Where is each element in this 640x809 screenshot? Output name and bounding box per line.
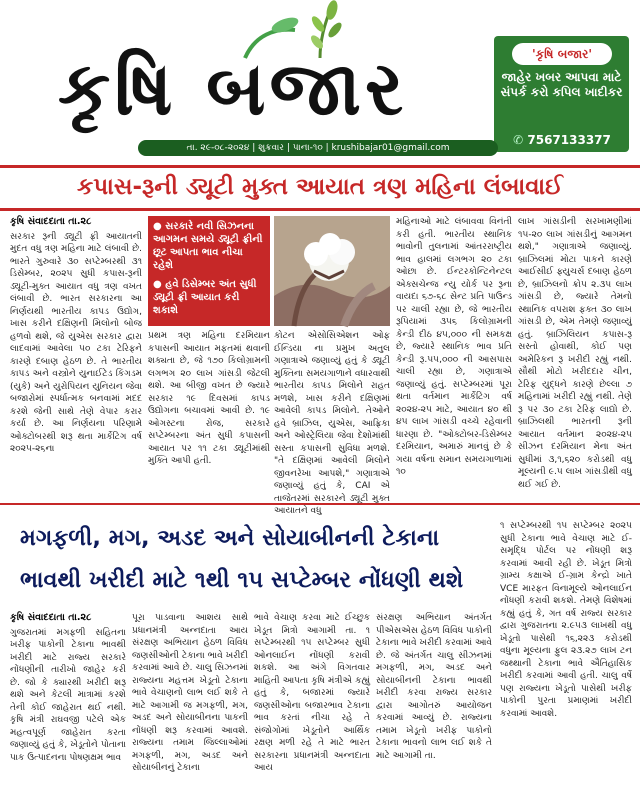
headline-2-line-2: ભાવથી ખરીદી માટે ૧થી ૧૫ સપ્ટેમ્બર નોંધણી થશે — [20, 567, 464, 593]
article1-column-4 — [396, 216, 512, 500]
cotton-boll-image — [274, 216, 390, 326]
ad-phone-number: 7567133377 — [527, 133, 611, 147]
article2-column-2 — [132, 612, 248, 804]
date-bar: તા. ૨૯-૦૮-૨૦૨૪ | શુક્રવાર | પાના-૧૦ | krushibajar01@gmail.com — [138, 140, 498, 156]
masthead — [0, 0, 640, 153]
article1-column-2 — [148, 330, 270, 500]
article1-column-3 — [274, 330, 390, 516]
ad-badge: 'કૃષિ બજાર' — [512, 43, 612, 65]
article2-col1-text: ગુજરાતમાં મગફળી સહિતના ખરીફ પાકોની ટેકાના ભાવથી ખરીદી માટે રાજ્ય સરકારે નોંધણીની તારીખો જાહેર કરી છે. જો કે ક્યારથી ખરીદી શરૂ થશે અને કેટલી માત્રામાં કરશે તેની કોઈ જાહેરાત થઈ નથી. કૃષિ મંત્રી રાઘવજી પટેલે એક મહત્વપૂર્ણ જાહેરાત કરતા જણાવ્યું હતું કે, ખેડૂતોને પોતાના પાક ઉત્પાદનના પોષણક્ષમ ભાવ — [10, 627, 126, 763]
article2-col2-text: પૂરા પાડવાના આશય સાથે પ્રધાનમંત્રી અન્નદાતા આય સંરક્ષણ અભિયાન હેઠળ વિવિધ જણસીઓની ટેકાના ભાવે ખરીદી કરવામાં આવે છે. ચાલુ સિઝનમાં રાજ્યના મહત્તમ ખેડૂતો ટેકાના ભાવે વેચાણનો લાભ લઈ શકે તે માટે આગામી જ મગફળી, મગ, અડદ અને સોયાબીનના પાકની નોંધણી શરૂ કરવામાં આવશે. રાજ્યના તમામ જિલ્લાઓમાં મગફળી, મગ, અડદ અને સોયાબીનનું ટેકાના — [132, 613, 248, 773]
ad-phone-row — [500, 132, 624, 148]
whatsapp-icon: ✆ — [513, 133, 524, 147]
article2-column-4 — [376, 612, 492, 804]
highlight-box — [148, 216, 270, 326]
section-divider — [0, 503, 640, 505]
article1-byline: કૃષિ સંવાદદાતા તા.૨૮ — [10, 216, 92, 227]
article2-byline: કૃષિ સંવાદદાતા તા.૨૮ — [10, 612, 92, 623]
article1-col1-text: સરકાર રૂની ડ્યૂટી ફ્રી આયાતની મુદત વધુ ત્રણ મહિના માટે લંબાવી છે. ભારતે ગુરુવારે ૩૦ સપ્ટેમ્બરથી ૩૧ ડિસેમ્બર, ૨૦૨૫ સુધી કપાસ-રૂની ડ્યૂટી-મુક્ત આયાત વધુ ત્રણ વખત લંબાવી છે. ભારત સરકારના આ નિર્ણયથી ભારતીય કાપડ ઉદ્યોગ, ખાસ કરીને દક્ષિણની મિલોનો બોજ હળવો થશે, જે યુએસ સરકાર દ્વારા લાદવામાં આવેલા ૫૦ ટકા ટેરિફને કારણે દબાણ હેઠળ છે. તે ભારતીય કાપડ અને વસ્ત્રોને યુનાઈટેડ કિંગડમ (યુકે) અને યુરોપિયન યુનિયન જેવા બજારોમાં સ્પર્ધાત્મક બનવામાં મદદ કરશે જેની સાથે તેણે વેપાર કરાર કર્યા છે. આ નિર્ણયના પરિણામે ઓક્ટોબરથી શરૂ થતા માર્કેટિંગ વર્ષ ૨૦૨૫-૨૬ના — [10, 231, 142, 454]
masthead-title: કૃષિ બજાર — [58, 46, 408, 132]
article2-col3-text: ભાવે વેચાણ કરવા માટે ઈચ્છુક ખેડૂત મિત્રો આગામી તા. ૧ સપ્ટેમ્બરથી ૧૫ સપ્ટેમ્બર સુધી ઓનલાઈન નોંધણી કરાવી શકશે. આ અંગે વિગતવાર માહિતી આપતા કૃષિ મંત્રીએ કહ્યું હતું કે, બજારમાં જ્યારે જણસીઓના બજારભાવ ટેકાના ભાવ કરતાં નીચા રહે તે સંજોગોમાં ખેડૂતોને આર્થિક રક્ષણ મળી રહે તે માટે ભારત સરકારના પ્રધાનમંત્રી અન્નદાતા આય — [254, 613, 370, 773]
article1-col3-text: કોટન એસોસિએશન ઓફ ઈન્ડિયા ના પ્રમુખ અતુલ ગણાત્રાએ જણાવ્યું હતું કે ડ્યૂટી મુક્તિના સમયગાળાને વધારવાથી ભારતીય કાપડ મિલોને રાહત મળશે, ખાસ કરીને દક્ષિણમાં આવેલી કાપડ મિલોને. તેઓને હવે બ્રાઝિલ, યુએસ, આફ્રિકા અને ઓસ્ટ્રેલિયા જેવા દેશોમાંથી સસ્તા કપાસની સુવિધા મળશે. "તે દક્ષિણમાં આવેલી મિલોને જીવનરેખા આપશે," ગણાત્રાએ જણાવ્યું હતું કે, CAI એ તાજેતરમાં સરકારને ડ્યૂટી મુક્ત આયાતને વધુ — [274, 331, 390, 516]
highlight-bullet-2: ● હવે ડિસેમ્બર અંત સુધી ડ્યૂટી ફ્રી આયાત કરી શકાશે — [153, 279, 257, 316]
article1-col2-text: પ્રથમ ત્રણ મહિના દરમિયાન કપાસની આયાત મફતમાં થવાની શક્યતા છે, જે ૧૭૦ કિલોગ્રામની લગભગ ૨૦ લાખ ગાંસડી જેટલી થશે. આ બીજી વખત છે જ્યારે સરકાર ૧૯ દિવસમાં કાપડ ઉદ્યોગના બચાવમાં આવી છે. ૧૯ ઓગસ્ટના રોજ, સરકારે સપ્ટેમ્બરના અંત સુધી કપાસની આયાત પર ૧૧ ટકા ડ્યૂટીમાંથી મુક્તિ આપી હતી. — [148, 331, 270, 466]
article2-column-3 — [254, 612, 370, 804]
article1-column-1 — [10, 216, 142, 500]
headline-1: કપાસ-રૂની ડ્યૂટી મુક્ત આયાત ત્રણ મહિના લંબાવાઈ — [77, 174, 563, 200]
article1-col5-text: લાખ ગાંસડીની સરખામણીમાં ૧૫-૨૦ લાખ ગાંસડીનું આગમન થશે," ગણાત્રાએ જણાવ્યું. બ્રાઝિલમાં મોટા પાકને કારણે આઈસીઈ ફ્યુચર્સ દબાણ હેઠળ છે, બ્રાઝિલનો ક્રોપ ૨.૩૫ લાખ ગાંસડી છે, જ્યારે તેમનો સ્થાનિક વપરાશ ફક્ત ૩૦ લાખ ગાંસડી છે, એમ તેમણે જણાવ્યું હતું. બ્રાઝિલિયન કપાસ-રૂ સસ્તો હોવાથી, કોઈ પણ અમેરિકન રૂ ખરીદી રહ્યું નથી. સૌથી મોટો ખરીદદાર ચીન, ટેરિફ યુદ્ધને કારણે છેલ્લા ૭ મહિનામાં ખરીદી રહ્યું નથી. તેણે રૂ પર ૩૦ ટકા ટેરિફ લાદ્યો છે. બ્રાઝિલથી ભારતની રૂની આયાત વર્તમાન ૨૦૨૪-૨૫ સીઝન દરમિયાન મેના અંત સુધીમાં ૩,૧,૬૨૦ કરોડથી વધુ મૂલ્યની ૯.૫ લાખ ગાંસડીથી વધુ થઈ ગઈ છે. — [518, 217, 632, 490]
article2-col5-text: ૧ સપ્ટેમ્બરથી ૧૫ સપ્ટેમ્બર ૨૦૨૫ સુધી ટેકાના ભાવે વેચાણ માટે ઈ-સમૃદ્ધિ પોર્ટલ પર નોંધણી શરૂ કરવામાં આવી રહી છે. ખેડૂત મિત્રો ગ્રામ્ય કક્ષાએ ઈ-ગ્રામ કેન્દ્રો ખાતે VCE મારફત વિનામૂલ્યે ઓનલાઈન નોંધણી કરાવી શકશે. તેમણે વિશેષમાં કહ્યું હતું કે, ગત વર્ષ રાજ્ય સરકાર દ્વારા ગુજરાતના ૨.૯૫૩ લાખથી વધુ ખેડૂતો પાસેથી ૧૬,૨૨૩ કરોડથી વધુના મૂલ્યના ફુલ ૨૩.૨૭ લાખ ટન જથ્થાની ટેકાના ભાવે ઐતિહાસિક ખરીદી કરવામાં આવી હતી. ચાલુ વર્ષે પણ રાજ્યના ખેડૂતો પાસેથી ખરીફ પાકોની પુરતા પ્રમાણમાં ખરીદી કરવામાં આવશે. — [500, 521, 632, 719]
article2-column-1 — [10, 612, 126, 804]
advertisement-box — [494, 36, 629, 152]
highlight-bullet-1: ● સરકારે નવી સિઝનના આગમન સમયે ડ્યૂટી ફ્રીની છૂટ આપતા ભાવ નીચા રહેશે — [153, 221, 263, 271]
headline-1-banner — [0, 165, 640, 211]
article2-col4-text: સંરક્ષણ અભિયાન અંતર્ગત પીએસએસ હેઠળ વિવિધ પાકોની ટેકાના ભાવે ખરીદી કરવામાં આવે છે. જે અંતર્ગત ચાલુ સીઝનમાં મગફળી, મગ, અડદ અને સોયાબીનની ટેકાના ભાવથી ખરીદી કરવા રાજ્ય સરકાર દ્વારા આગોતરું આયોજન કરવામાં આવ્યું છે. રાજ્યના તમામ ખેડૂતો ખરીફ પાકોનો ટેકાના ભાવનો લાભ લઈ શકે તે માટે આગામી તા. — [376, 613, 492, 761]
headline-2 — [20, 517, 580, 607]
headline-2-line-1: મગફળી, મગ, અડદ અને સોયાબીનની ટેકાના — [20, 525, 440, 551]
article2-column-5 — [500, 520, 632, 804]
article1-column-5 — [518, 216, 632, 500]
article1-col4-text: મહિનાઓ માટે લંબાવવા વિનંતી કરી હતી. ભારતીય સ્થાનિક ભાવોની તુલનામાં આંતરરાષ્ટ્રીય ભાવ હાલમાં લગભગ ૨૦ ટકા ઓછા છે. ઈન્ટરકોન્ટિનેન્ટલ એક્સચેન્જ ન્યુ યોર્ક પર રૂના વાયદા ૬૭-૬૮ સેન્ટ પ્રતિ પાઉન્ડ પર ચાલી રહ્યા છે, જે ભારતીય રૂપિયામાં ૩૫૬ કિલોગ્રામની કેન્ડી દીઠ ૪૫,૦૦૦ ની સમકક્ષ છે, જ્યારે સ્થાનિક ભાવ પ્રતિ કેન્ડી રૂ.૫૫,૦૦૦ ની આસપાસ ચાલી રહ્યા છે, ગણાત્રાએ જણાવ્યું હતું. સપ્ટેમ્બરમાં પૂરા થતા વર્તમાન માર્કેટિંગ વર્ષ ૨૦૨૪-૨૫ માટે, આયાત ૪૦ થી ૪૫ લાખ ગાંસડી વચ્ચે રહેવાની ધારણા છે. "ઓક્ટોબર-ડિસેમ્બર દરમિયાન, અમારું માનવું છે કે ગયા વર્ષના સમાન સમયગાળામાં ૧૦ — [396, 217, 512, 477]
ad-text: જાહેર ખબર આપવા માટે સંપર્ક કરો કપિલ ખાદીકર — [500, 70, 623, 99]
cotton-photo — [274, 216, 390, 326]
